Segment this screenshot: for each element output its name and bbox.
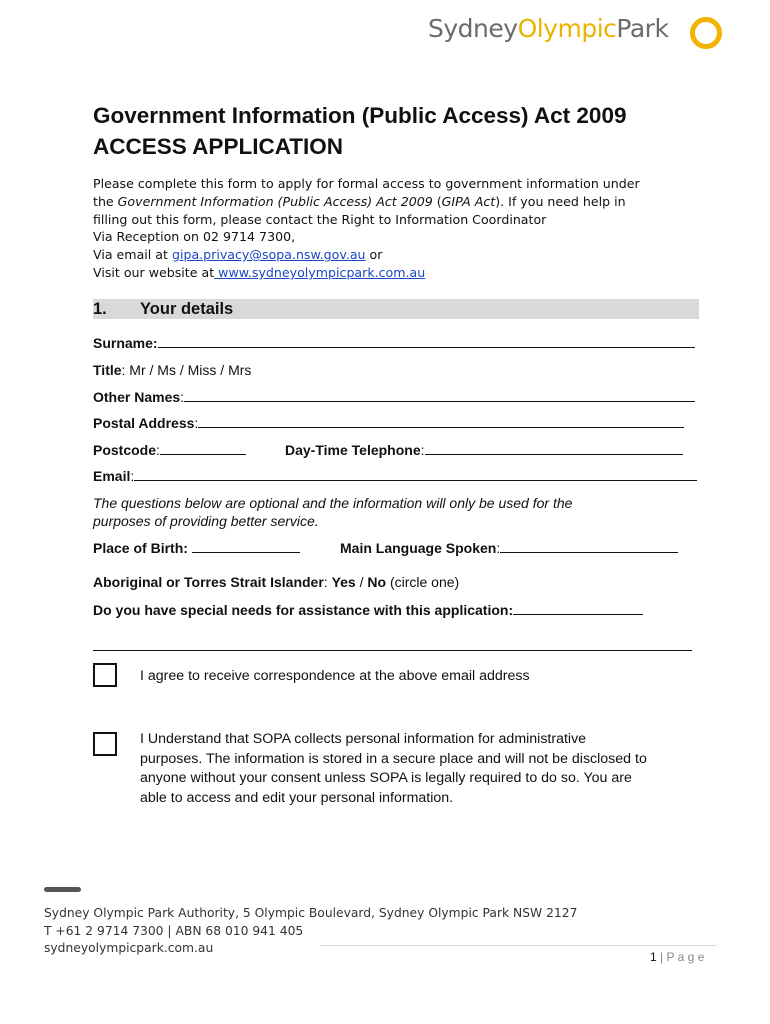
section-title: Your details [140, 300, 234, 318]
intro-line-6 [93, 264, 640, 282]
email-row [93, 468, 697, 485]
slash: / [355, 574, 368, 590]
postal-address-label: Postal Address [93, 415, 195, 431]
footer-website: sydneyolympicpark.com.au [44, 941, 214, 955]
surname-row [93, 335, 695, 352]
postal-address-field[interactable] [198, 415, 684, 428]
logo-ring-icon [690, 17, 722, 49]
aboriginal-label: Aboriginal or Torres Strait Islander [93, 574, 324, 590]
act-name: Government Information (Public Access) Act 2009 [117, 193, 433, 209]
intro-text: the [93, 193, 118, 209]
place-of-birth-row [93, 540, 300, 557]
intro-text: ( [432, 193, 442, 209]
optional-note-line-1: The questions below are optional and the information will only be used for the [93, 495, 573, 511]
understand-line-2: purposes. The information is stored in a secure place and will not be disclosed to [140, 750, 647, 767]
title-line-2: ACCESS APPLICATION [93, 134, 344, 159]
postcode-field[interactable] [160, 442, 246, 455]
colon: : [130, 468, 135, 484]
intro-text: ). If you need help in [495, 193, 626, 209]
email-field[interactable] [134, 468, 697, 481]
intro-line-1: Please complete this form to apply for formal access to government information under [93, 176, 640, 191]
surname-label: Surname: [93, 335, 158, 351]
daytime-phone-row [285, 442, 683, 459]
agree-email-text: I agree to receive correspondence at the above email address [140, 668, 530, 684]
page-word: P a g e [666, 950, 705, 964]
colon: : [420, 442, 425, 458]
special-needs-field[interactable] [513, 602, 643, 615]
page-separator: | [656, 950, 667, 964]
postcode-label: Postcode [93, 442, 157, 458]
understand-text [140, 730, 710, 808]
title-line-1: Government Information (Public Access) Act 2009 [93, 103, 627, 128]
optional-note [93, 494, 653, 530]
agree-email-checkbox[interactable] [93, 663, 117, 687]
page-number: 1 [650, 950, 657, 964]
logo-text-sydney: Sydney [428, 14, 518, 43]
colon: : [156, 442, 160, 458]
special-needs-row [93, 602, 643, 619]
act-abbrev: GIPA Act [441, 193, 496, 209]
title-options[interactable]: : Mr / Ms / Miss / Mrs [121, 362, 252, 378]
colon: : [496, 540, 501, 556]
surname-field[interactable] [158, 335, 695, 348]
intro-paragraph [93, 175, 640, 282]
other-names-field[interactable] [184, 389, 695, 402]
title-row [93, 362, 251, 379]
postal-address-row [93, 415, 684, 432]
main-language-row [340, 540, 678, 557]
colon: : [323, 574, 332, 590]
place-of-birth-field[interactable] [192, 540, 300, 553]
document-title [93, 100, 626, 162]
daytime-phone-field[interactable] [425, 442, 683, 455]
understand-checkbox[interactable] [93, 732, 117, 756]
logo-text-olympic: Olympic [517, 14, 617, 43]
other-names-label: Other Names [93, 389, 181, 405]
understand-line-1: I Understand that SOPA collects personal information for administrative [140, 731, 587, 747]
other-names-row [93, 389, 695, 406]
main-language-field[interactable] [500, 540, 678, 553]
main-language-label: Main Language Spoken [340, 540, 497, 556]
section-header-your-details [93, 299, 699, 319]
no-option[interactable]: No [367, 574, 387, 590]
page-rule [320, 945, 716, 946]
yes-option[interactable]: Yes [331, 574, 356, 590]
optional-note-line-2: purposes of providing better service. [93, 513, 319, 529]
postcode-row [93, 442, 246, 459]
colon: : [194, 415, 199, 431]
intro-text: Via email at [93, 247, 172, 263]
special-needs-label: Do you have special needs for assistance with this application: [93, 602, 514, 618]
intro-line-3: filling out this form, please contact the Right to Information Coordinator [93, 211, 547, 227]
logo-text-park: Park [616, 14, 669, 43]
intro-line-2 [93, 193, 640, 211]
email-label: Email [93, 468, 131, 484]
intro-text: Visit our website at [93, 264, 215, 280]
footer-contact: T +61 2 9714 7300 | ABN 68 010 941 405 [44, 924, 304, 938]
sydney-olympic-park-logo [428, 14, 668, 43]
place-of-birth-label: Place of Birth: [93, 540, 192, 556]
aboriginal-row [93, 574, 459, 591]
email-link[interactable]: gipa.privacy@sopa.nsw.gov.au [171, 247, 366, 263]
circle-one-hint: (circle one) [386, 574, 460, 590]
intro-line-4: Via Reception on 02 9714 7300, [93, 229, 296, 245]
section-number: 1. [93, 300, 107, 318]
special-needs-line-2[interactable] [93, 650, 692, 651]
page-indicator [650, 950, 704, 964]
understand-line-4: able to access and edit your personal information. [140, 789, 454, 806]
intro-line-5 [93, 246, 640, 264]
title-label: Title [93, 362, 122, 378]
understand-line-3: anyone without your consent unless SOPA is legally required to do so. You are [140, 770, 632, 787]
daytime-phone-label: Day-Time Telephone [285, 442, 421, 458]
colon: : [180, 389, 185, 405]
intro-text: or [365, 247, 383, 263]
website-link[interactable]: www.sydneyolympicpark.com.au [214, 264, 426, 280]
footer-accent-bar [44, 887, 81, 892]
footer-address: Sydney Olympic Park Authority, 5 Olympic Boulevard, Sydney Olympic Park NSW 2127 [44, 906, 578, 920]
